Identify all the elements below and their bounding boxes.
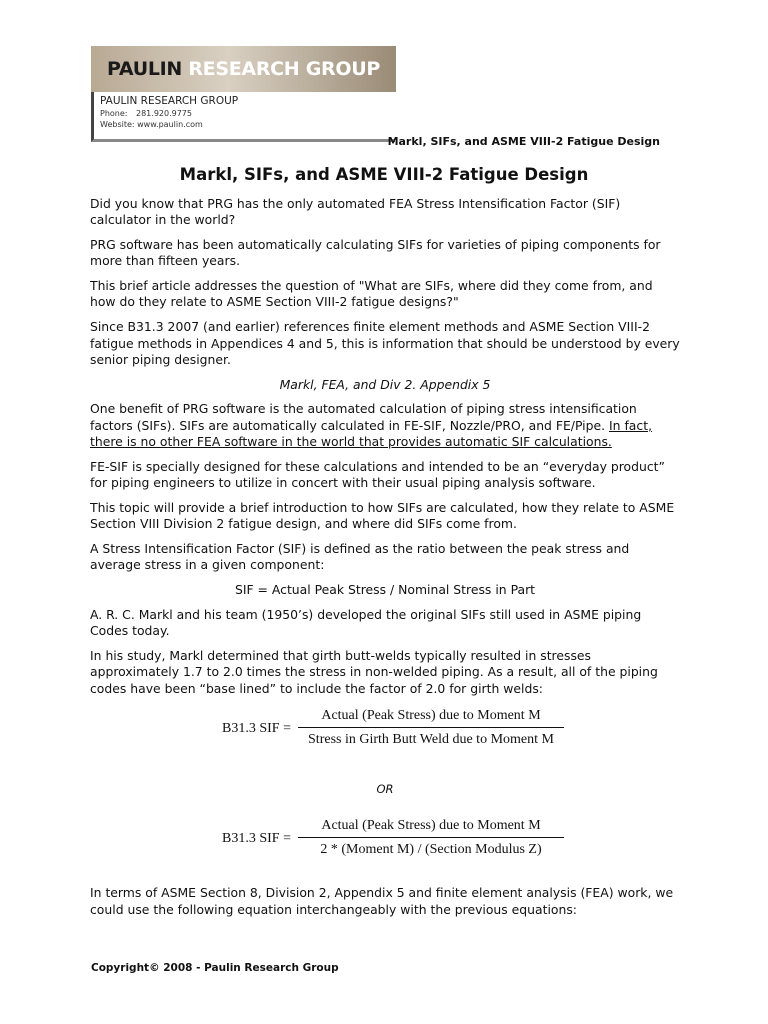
- paragraph-9: A. R. C. Markl and his team (1950’s) developed the original SIFs still used in ASME piping Codes today.: [90, 606, 642, 639]
- paragraph-10: In his study, Markl determined that girth butt-welds typically resulted in stresses approximately 1.7 to 2.0 times the stress in non-welded piping. As a result, all of the piping codes have been “base lined” to include the factor of 2.0 for girth welds:: [90, 648, 658, 696]
- contact-phone-line: [100, 108, 395, 119]
- paragraph-6: FE-SIF is specially designed for these calculations and intended to be an “everyday product” for piping engineers to utilize in concert with their usual piping analysis software.: [90, 458, 665, 491]
- phone-label: Phone:: [100, 109, 128, 118]
- running-header: Markl, SIFs, and ASME VIII-2 Fatigue Design: [387, 135, 660, 148]
- equation-1-numerator: Actual (Peak Stress) due to Moment M: [298, 707, 564, 728]
- sif-definition: SIF = Actual Peak Stress / Nominal Stress in Part: [234, 582, 536, 598]
- paragraph-11: In terms of ASME Section 8, Division 2, Appendix 5 and finite element analysis (FEA) work, we could use the following equation interchangeably with the previous equations:: [90, 885, 674, 917]
- or-separator: OR: [376, 781, 394, 796]
- paragraph-8: A Stress Intensification Factor (SIF) is defined as the ratio between the peak stress and average stress in a given component:: [90, 541, 630, 573]
- paragraph-5-underlined: In fact, there is no other FEA software in the world that provides automatic SIF calculations.: [90, 417, 653, 450]
- contact-company-name: PAULIN RESEARCH GROUP: [100, 95, 239, 107]
- equation-1-denominator: Stress in Girth Butt Weld due to Moment M: [308, 731, 554, 747]
- paragraph-7: This topic will provide a brief introduction to how SIFs are calculated, how they relate to ASME Section VIII Division 2 fatigue design, and where did SIFs come from.: [90, 499, 675, 532]
- document-body: [90, 196, 680, 926]
- equation-2: [90, 817, 680, 877]
- phone-number: 281.920.9775: [136, 109, 192, 118]
- paragraph-3: This brief article addresses the question of "What are SIFs, where did they come from, and how do they relate to ASME Section VIII-2 fatigue designs?": [90, 278, 653, 310]
- paragraph-5-text: One benefit of PRG software is the automated calculation of piping stress intensification factors (SIFs). SIFs are automatically calculated in FE-SIF, Nozzle/PRO, and FE/Pipe.: [90, 401, 637, 433]
- equation-2-numerator: Actual (Peak Stress) due to Moment M: [298, 817, 564, 838]
- paragraph-4: Since B31.3 2007 (and earlier) references finite element methods and ASME Section VIII-2 fatigue methods in Appendices 4 and 5, this is information that should be understood by every senior piping designer.: [90, 319, 680, 367]
- section-heading: Markl, FEA, and Div 2. Appendix 5: [279, 376, 491, 392]
- paragraph-2: PRG software has been automatically calculating SIFs for varieties of piping components for more than fifteen years.: [90, 237, 661, 269]
- equation-2-fraction: [298, 817, 564, 858]
- paragraph-1: Did you know that PRG has the only automated FEA Stress Intensification Factor (SIF) calculator in the world?: [90, 196, 621, 228]
- contact-block: [91, 92, 395, 142]
- equation-1-lhs: B31.3 SIF =: [222, 720, 291, 736]
- website-label: Website:: [100, 120, 135, 129]
- copyright-footer: Copyright© 2008 - Paulin Research Group: [91, 962, 339, 974]
- website-url[interactable]: www.paulin.com: [137, 120, 203, 129]
- equation-2-denominator: 2 * (Moment M) / (Section Modulus Z): [320, 842, 542, 858]
- document-title: Markl, SIFs, and ASME VIII-2 Fatigue Design: [179, 165, 589, 184]
- equation-2-lhs: B31.3 SIF =: [222, 831, 291, 847]
- company-logo-banner: [91, 46, 396, 92]
- logo-word-paulin: PAULIN: [107, 58, 183, 80]
- paragraph-5: [90, 401, 680, 450]
- company-logo-text: [107, 58, 380, 80]
- logo-word-research-group: RESEARCH GROUP: [188, 58, 380, 80]
- contact-website-line: [100, 119, 395, 130]
- equation-1: [90, 707, 680, 767]
- equation-1-fraction: [298, 707, 564, 748]
